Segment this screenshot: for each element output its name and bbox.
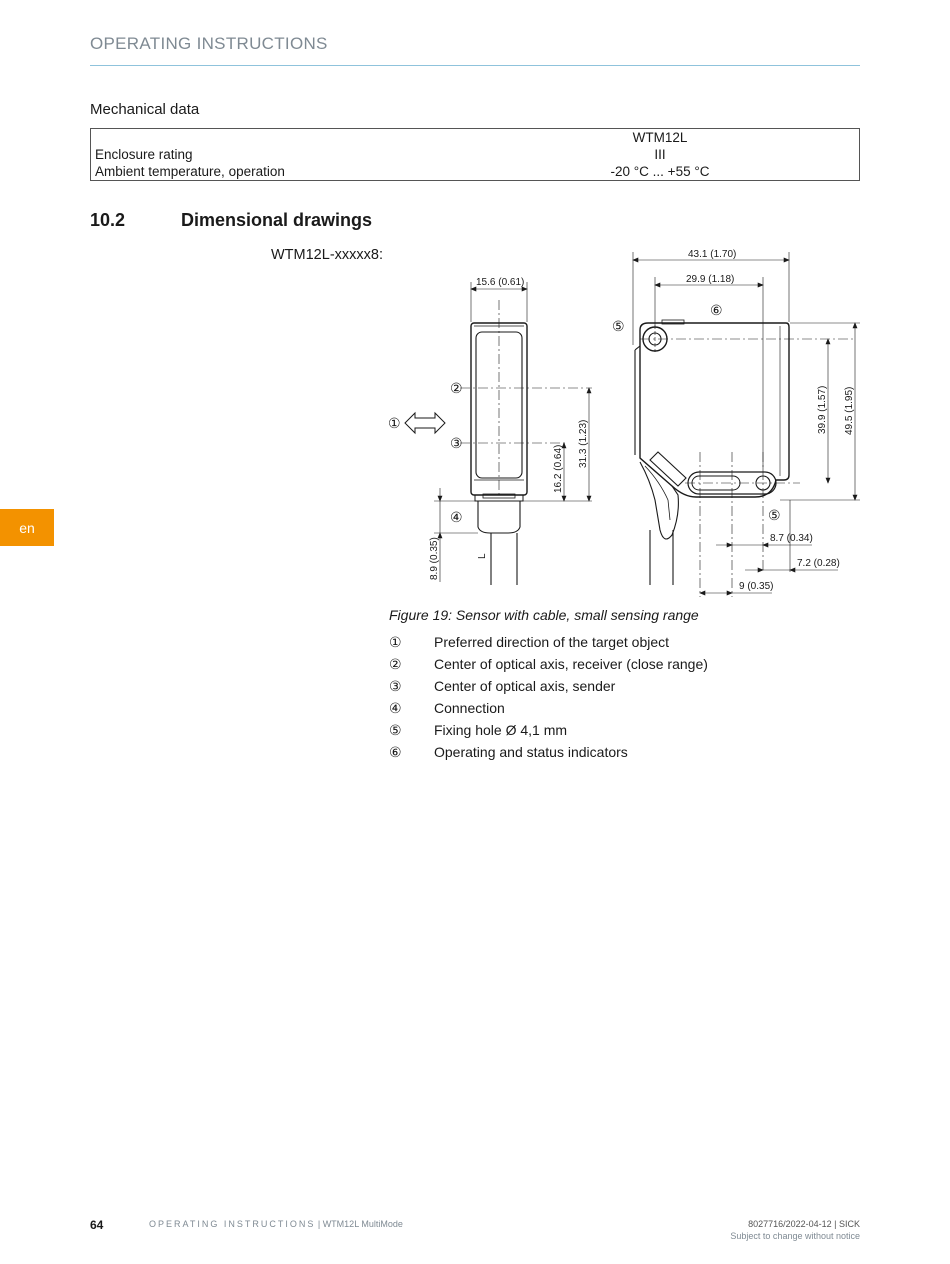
legend-number: ⑥ <box>389 744 402 760</box>
dim-label-15-6: 15.6 (0.61) <box>476 277 525 288</box>
list-item <box>389 632 859 654</box>
legend-number: ⑤ <box>389 722 402 738</box>
page-header-title: OPERATING INSTRUCTIONS <box>90 34 328 53</box>
list-item <box>389 720 859 742</box>
table-row <box>91 163 860 181</box>
footer-product: WTM12L MultiMode <box>322 1219 403 1229</box>
table-header-empty <box>91 129 462 147</box>
callout-2: ② <box>450 380 463 396</box>
footer-doc-type: OPERATING INSTRUCTIONS <box>149 1219 316 1229</box>
legend-text: Center of optical axis, receiver (close range) <box>434 656 708 672</box>
list-item <box>389 742 859 764</box>
list-item <box>389 676 859 698</box>
side-view <box>635 320 855 597</box>
callout-6: ⑥ <box>710 302 723 318</box>
legend-text: Operating and status indicators <box>434 744 628 760</box>
table-row-value: -20 °C ... +55 °C <box>610 164 710 179</box>
dim-label-31-3: 31.3 (1.23) <box>578 419 589 468</box>
table-row-value: III <box>654 147 666 162</box>
footer-document-title <box>149 1219 403 1229</box>
dim-label-39-9: 39.9 (1.57) <box>817 385 828 434</box>
legend-text: Connection <box>434 700 505 716</box>
dim-label-8-7: 8.7 (0.34) <box>770 533 813 544</box>
header-divider <box>90 65 860 66</box>
dimension-29-9 <box>655 277 763 470</box>
page-number: 64 <box>90 1218 104 1232</box>
callout-4: ④ <box>450 509 463 525</box>
dim-label-l: L <box>477 553 488 559</box>
double-arrow-icon <box>405 413 445 433</box>
legend-number: ③ <box>389 678 402 694</box>
legend-number: ② <box>389 656 402 672</box>
table-header-row <box>91 129 860 147</box>
legend-number: ① <box>389 634 402 650</box>
legend-number: ④ <box>389 700 402 716</box>
list-item <box>389 654 859 676</box>
dim-label-43-1: 43.1 (1.70) <box>688 249 737 260</box>
dim-label-49-5: 49.5 (1.95) <box>844 386 855 435</box>
dimension-43-1 <box>633 252 789 345</box>
table-row-label: Enclosure rating <box>95 147 193 162</box>
dim-label-16-2: 16.2 (0.64) <box>553 444 564 493</box>
dim-label-29-9: 29.9 (1.18) <box>686 274 735 285</box>
dim-label-8-9: 8.9 (0.35) <box>429 537 440 580</box>
mechanical-data-heading: Mechanical data <box>90 101 200 118</box>
list-item <box>389 698 859 720</box>
dim-label-7-2: 7.2 (0.28) <box>797 558 840 569</box>
figure-legend <box>389 632 859 764</box>
section-number: 10.2 <box>90 210 126 230</box>
table-row <box>91 146 860 163</box>
callout-5-bottom: ⑤ <box>768 507 781 523</box>
footer-separator: | <box>315 1219 323 1229</box>
footer-notice: Subject to change without notice <box>730 1231 860 1241</box>
table-column-header: WTM12L <box>632 130 688 145</box>
callout-3: ③ <box>450 435 463 451</box>
legend-text: Center of optical axis, sender <box>434 678 616 694</box>
table-row-label: Ambient temperature, operation <box>95 164 285 179</box>
mechanical-data-table <box>90 128 860 181</box>
legend-text: Fixing hole Ø 4,1 mm <box>434 722 568 738</box>
dim-label-9: 9 (0.35) <box>739 581 774 592</box>
language-tab: en <box>0 509 54 546</box>
callout-5-top: ⑤ <box>612 318 625 334</box>
figure-caption: Figure 19: Sensor with cable, small sensing range <box>389 607 699 623</box>
model-label: WTM12L-xxxxx8: <box>271 247 383 263</box>
front-view <box>460 300 592 585</box>
footer-right <box>730 1218 860 1242</box>
callout-1: ① <box>388 415 401 431</box>
legend-text: Preferred direction of the target object <box>434 634 670 650</box>
dimension-8-9 <box>434 488 478 582</box>
dimensional-drawing <box>380 240 862 602</box>
footer-doc-id: 8027716/2022-04-12 | SICK <box>748 1219 860 1229</box>
section-title: Dimensional drawings <box>181 210 373 230</box>
